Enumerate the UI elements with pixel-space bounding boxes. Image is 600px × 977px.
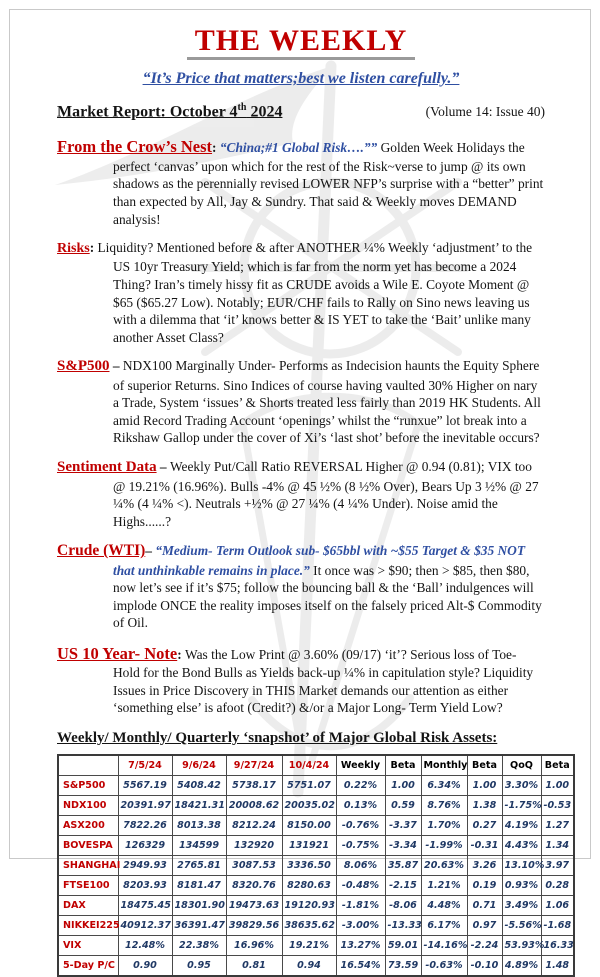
corner-header-cell <box>58 755 118 776</box>
value-cell: 3.26 <box>467 856 502 876</box>
row-label-cell: NIKKEI225 <box>58 916 118 936</box>
column-header-cell: 9/27/24 <box>226 755 282 776</box>
row-label-cell: BOVESPA <box>58 836 118 856</box>
table-row <box>58 956 574 977</box>
tagline: “It’s Price that matters;best we listen carefully.” <box>142 70 460 87</box>
column-header-cell: 9/6/24 <box>172 755 226 776</box>
column-header-cell: Beta <box>467 755 502 776</box>
section-body-crude: It once was > $90; then > $85, then $80, now let’s see if it’s $75; follow the bouncing ball & the ‘Ball’ indulgences will implode ONCE the reality imposes itself on the falsely priced Alt-$ Commodity of Oil. <box>113 562 542 631</box>
value-cell: -1.81% <box>336 896 385 916</box>
value-cell: 35.87 <box>385 856 421 876</box>
value-cell: 38635.62 <box>282 916 336 936</box>
report-title-ordinal: th <box>237 102 247 113</box>
value-cell: 4.48% <box>421 896 467 916</box>
section-heading-crude: Crude (WTI) <box>57 542 146 560</box>
column-header-cell: 10/4/24 <box>282 755 336 776</box>
report-title: Market Report: October 4th 2024 <box>57 102 283 121</box>
section-body-us10y: Was the Low Print @ 3.60% (09/17) ‘it’? Serious loss of Toe- Hold for the Bond Bulls as Yields back-up ¼% in capitulation style? Liquidity Issues in Price Discovery in THIS Market demands our attention as either ‘something else’ is afoot (Credit?) &/or a Major Long- Term Yield Low? <box>113 646 534 716</box>
table-row <box>58 876 574 896</box>
value-cell: 1.00 <box>385 776 421 796</box>
table-row <box>58 816 574 836</box>
value-cell: 134599 <box>172 836 226 856</box>
value-cell: 12.48% <box>118 936 172 956</box>
section-sp500: S&P500 – NDX100 Marginally Under- Performs as Indecision haunts the Equity Sphere of superior Returns. Sino Indices of course having vaulted 30% Higher on nary a Trade, System ‘issues’ & Shorts treated less fairly than 2019 HK Students. All amid Record Trading Account ‘openings’ whilst the “runxue” lot break into a Rikshaw Gallop under the cover of Xi’s ‘last shot’ before the inevitable occurs? <box>57 358 541 446</box>
value-cell: -0.63% <box>421 956 467 977</box>
value-cell: 20008.62 <box>226 796 282 816</box>
value-cell: 6.17% <box>421 916 467 936</box>
value-cell: -1.99% <box>421 836 467 856</box>
column-header-cell: 7/5/24 <box>118 755 172 776</box>
section-heading-risks: Risks <box>57 241 90 257</box>
section-quote-crows-nest: “China;#1 Global Risk….”” <box>219 140 378 156</box>
value-cell: 1.06 <box>541 896 574 916</box>
table-row <box>58 776 574 796</box>
value-cell: 4.89% <box>502 956 541 977</box>
value-cell: 13.10% <box>502 856 541 876</box>
value-cell: 8013.38 <box>172 816 226 836</box>
value-cell: 3336.50 <box>282 856 336 876</box>
value-cell: 1.38 <box>467 796 502 816</box>
value-cell: 18475.45 <box>118 896 172 916</box>
value-cell: -3.34 <box>385 836 421 856</box>
value-cell: 18421.31 <box>172 796 226 816</box>
value-cell: 8320.76 <box>226 876 282 896</box>
value-cell: 8280.63 <box>282 876 336 896</box>
value-cell: 0.19 <box>467 876 502 896</box>
value-cell: 1.34 <box>541 836 574 856</box>
row-label-cell: S&P500 <box>58 776 118 796</box>
column-header-cell: QoQ <box>502 755 541 776</box>
value-cell: 20035.02 <box>282 796 336 816</box>
value-cell: -3.00% <box>336 916 385 936</box>
value-cell: -0.48% <box>336 876 385 896</box>
value-cell: 5751.07 <box>282 776 336 796</box>
section-heading-sentiment: Sentiment Data <box>57 459 157 476</box>
section-body-sentiment: Weekly Put/Call Ratio REVERSAL Higher @ 0.94 (0.81); VIX too @ 19.21% (16.96%). Bulls -4% @ 45 ½% (8 ½% Over), Bears Up 3 ½% @ 27 ¼% (4 ¼% <). Neutrals +½% @ 27 ¼% (4 ¼% Under). Noise amid the Highs......? <box>113 459 539 529</box>
table-row <box>58 836 574 856</box>
value-cell: 1.48 <box>541 956 574 977</box>
section-quote-crude: “Medium- Term Outlook sub- $65bbl with ~$55 Target & $35 NOT that unthinkable remains in place.” <box>113 543 526 578</box>
table-row <box>58 916 574 936</box>
column-header-cell: Beta <box>385 755 421 776</box>
value-cell: 8150.00 <box>282 816 336 836</box>
section-risks: Risks: Liquidity? Mentioned before & after ANOTHER ¼% Weekly ‘adjustment’ to the US 10yr Treasury Yield; which is far from the norm yet has become a 2024 Thing? Iran’s timely hissy fit as CRUDE avoids a Wile E. Coyote Moment @ $65 ($65.27 Low). Notably; EUR/CHF fails to Rally on Sino news leaving us with a dilemma that ‘it’ knows better & IS YET to take the ‘Bait’ unlike many another Asset Class? <box>57 240 533 345</box>
value-cell: -5.56% <box>502 916 541 936</box>
value-cell: -14.16% <box>421 936 467 956</box>
value-cell: -0.76% <box>336 816 385 836</box>
snapshot-table-head <box>58 755 574 776</box>
value-cell: -13.33 <box>385 916 421 936</box>
value-cell: 5408.42 <box>172 776 226 796</box>
value-cell: 8.76% <box>421 796 467 816</box>
value-cell: 0.90 <box>118 956 172 977</box>
volume-issue-label: (Volume 14: Issue 40) <box>425 104 545 120</box>
value-cell: 20391.97 <box>118 796 172 816</box>
value-cell: 22.38% <box>172 936 226 956</box>
section-body-crows-nest: Golden Week Holidays the perfect ‘canvas’ upon which for the rest of the Risk~verse to jump @ its own shadows as the perennially revised LOWER NFP’s surprise with a “better” print than expected by All, Jay & Sundry. That said & Weekly moves DEMAND analysis! <box>113 140 544 227</box>
value-cell: 0.27 <box>467 816 502 836</box>
section-body-risks: Liquidity? Mentioned before & after ANOTHER ¼% Weekly ‘adjustment’ to the US 10yr Treasury Yield; which is far from the norm yet has become a 2024 Thing? Iran’s timely hissy fit as CRUDE avoids a Wile E. Coyote Moment @ $65 ($65.27 Low). Notably; EUR/CHF fails to Rally on Sino news leaving us with a dilemma that ‘it’ knows better & IS YET to take the ‘Bait’ unlike many another Asset Class? <box>97 240 533 345</box>
value-cell: -1.75% <box>502 796 541 816</box>
value-cell: 3.97 <box>541 856 574 876</box>
column-header-cell: Weekly <box>336 755 385 776</box>
row-label-cell: DAX <box>58 896 118 916</box>
value-cell: 8181.47 <box>172 876 226 896</box>
section-heading-us10y: US 10 Year- Note <box>57 643 178 663</box>
value-cell: 19120.93 <box>282 896 336 916</box>
value-cell: -0.53 <box>541 796 574 816</box>
value-cell: 0.95 <box>172 956 226 977</box>
value-cell: 53.93% <box>502 936 541 956</box>
value-cell: 126329 <box>118 836 172 856</box>
column-header-cell: Monthly <box>421 755 467 776</box>
value-cell: -1.68 <box>541 916 574 936</box>
value-cell: -0.31 <box>467 836 502 856</box>
value-cell: 0.97 <box>467 916 502 936</box>
page-title: THE WEEKLY <box>187 24 416 60</box>
value-cell: 1.27 <box>541 816 574 836</box>
value-cell: 1.21% <box>421 876 467 896</box>
value-cell: 0.71 <box>467 896 502 916</box>
row-label-cell: SHANGHAI <box>58 856 118 876</box>
value-cell: 3087.53 <box>226 856 282 876</box>
value-cell: 0.93% <box>502 876 541 896</box>
value-cell: -8.06 <box>385 896 421 916</box>
value-cell: 3.49% <box>502 896 541 916</box>
value-cell: 19473.63 <box>226 896 282 916</box>
value-cell: 5567.19 <box>118 776 172 796</box>
row-label-cell: FTSE100 <box>58 876 118 896</box>
value-cell: 13.27% <box>336 936 385 956</box>
table-row <box>58 936 574 956</box>
value-cell: 20.63% <box>421 856 467 876</box>
value-cell: 18301.90 <box>172 896 226 916</box>
value-cell: 59.01 <box>385 936 421 956</box>
value-cell: 3.30% <box>502 776 541 796</box>
table-row <box>58 896 574 916</box>
section-heading-crows-nest: From the Crow’s Nest <box>57 137 213 157</box>
value-cell: -2.15 <box>385 876 421 896</box>
value-cell: 132920 <box>226 836 282 856</box>
section-from-the-crows-nest: From the Crow’s Nest: “China;#1 Global Risk….”” Golden Week Holidays the perfect ‘canvas’ upon which for the rest of the Risk~verse to jump @ its own shadows as the perennially revised LOWER NFP’s surprise with a “better” print than expected by All, Jay & Sundry. That said & Weekly moves DEMAND analysis! <box>57 137 544 227</box>
snapshot-table-title: Weekly/ Monthly/ Quarterly ‘snapshot’ of Major Global Risk Assets: <box>57 730 498 747</box>
value-cell: 1.70% <box>421 816 467 836</box>
row-label-cell: NDX100 <box>58 796 118 816</box>
value-cell: 8212.24 <box>226 816 282 836</box>
value-cell: 40912.37 <box>118 916 172 936</box>
value-cell: 0.13% <box>336 796 385 816</box>
snapshot-table <box>57 754 575 977</box>
section-us-10-year-note: US 10 Year- Note: Was the Low Print @ 3.60% (09/17) ‘it’? Serious loss of Toe- Hold for the Bond Bulls as Yields back-up ¼% in capitulation style? Liquidity Issues in Price Discovery in THIS Market demands our attention as either ‘something else’ is afoot (Credit?) &/or a Major Long- Term Yield Low? <box>57 643 534 716</box>
section-body-sp500: NDX100 Marginally Under- Performs as Indecision haunts the Equity Sphere of superior Returns. Sino Indices of course having vaulted 30% Higher on nary a Trade, System ‘issues’ & Shorts treated less fairly than 2019 HK Students. All amid Record Trading Account ‘openings’ whilst the “runxue” lot break into a Rikshaw Gallop under the cover of Xi’s ‘last shot’ before the inevitable occurs? <box>113 358 541 446</box>
column-header-cell: Beta <box>541 755 574 776</box>
value-cell: 16.96% <box>226 936 282 956</box>
value-cell: 16.54% <box>336 956 385 977</box>
row-label-cell: VIX <box>58 936 118 956</box>
value-cell: -0.75% <box>336 836 385 856</box>
table-row <box>58 856 574 876</box>
snapshot-table-body <box>58 776 574 977</box>
value-cell: 2949.93 <box>118 856 172 876</box>
value-cell: 39829.56 <box>226 916 282 936</box>
value-cell: 8.06% <box>336 856 385 876</box>
section-sentiment-data: Sentiment Data – Weekly Put/Call Ratio REVERSAL Higher @ 0.94 (0.81); VIX too @ 19.21% (16.96%). Bulls -4% @ 45 ½% (8 ½% Over), Bears Up 3 ½% @ 27 ¼% (4 ¼% <). Neutrals +½% @ 27 ¼% (4 ¼% Under). Noise amid the Highs......? <box>57 459 539 529</box>
value-cell: 5738.17 <box>226 776 282 796</box>
row-label-cell: ASX200 <box>58 816 118 836</box>
value-cell: 4.43% <box>502 836 541 856</box>
value-cell: -2.24 <box>467 936 502 956</box>
value-cell: 6.34% <box>421 776 467 796</box>
value-cell: 8203.93 <box>118 876 172 896</box>
value-cell: 0.28 <box>541 876 574 896</box>
section-heading-sp500: S&P500 <box>57 358 110 375</box>
table-row <box>58 796 574 816</box>
value-cell: 4.19% <box>502 816 541 836</box>
value-cell: 131921 <box>282 836 336 856</box>
value-cell: 0.22% <box>336 776 385 796</box>
table-header-row <box>58 755 574 776</box>
value-cell: 0.59 <box>385 796 421 816</box>
value-cell: 1.00 <box>541 776 574 796</box>
value-cell: 16.33 <box>541 936 574 956</box>
row-label-cell: 5-Day P/C <box>58 956 118 977</box>
value-cell: -0.10 <box>467 956 502 977</box>
value-cell: 0.81 <box>226 956 282 977</box>
value-cell: 2765.81 <box>172 856 226 876</box>
value-cell: -3.37 <box>385 816 421 836</box>
value-cell: 73.59 <box>385 956 421 977</box>
value-cell: 36391.47 <box>172 916 226 936</box>
value-cell: 7822.26 <box>118 816 172 836</box>
value-cell: 19.21% <box>282 936 336 956</box>
value-cell: 1.00 <box>467 776 502 796</box>
value-cell: 0.94 <box>282 956 336 977</box>
section-crude-wti: Crude (WTI)– “Medium- Term Outlook sub- $65bbl with ~$55 Target & $35 NOT that unthinkable remains in place.” It once was > $90; then > $85, then $80, now let’s see if it’s $75; follow the bouncing ball & the ‘Ball’ indulgences will implode ONCE the reality imposes itself on the falsely priced Alt-$ Commodity of Oil. <box>57 542 542 631</box>
